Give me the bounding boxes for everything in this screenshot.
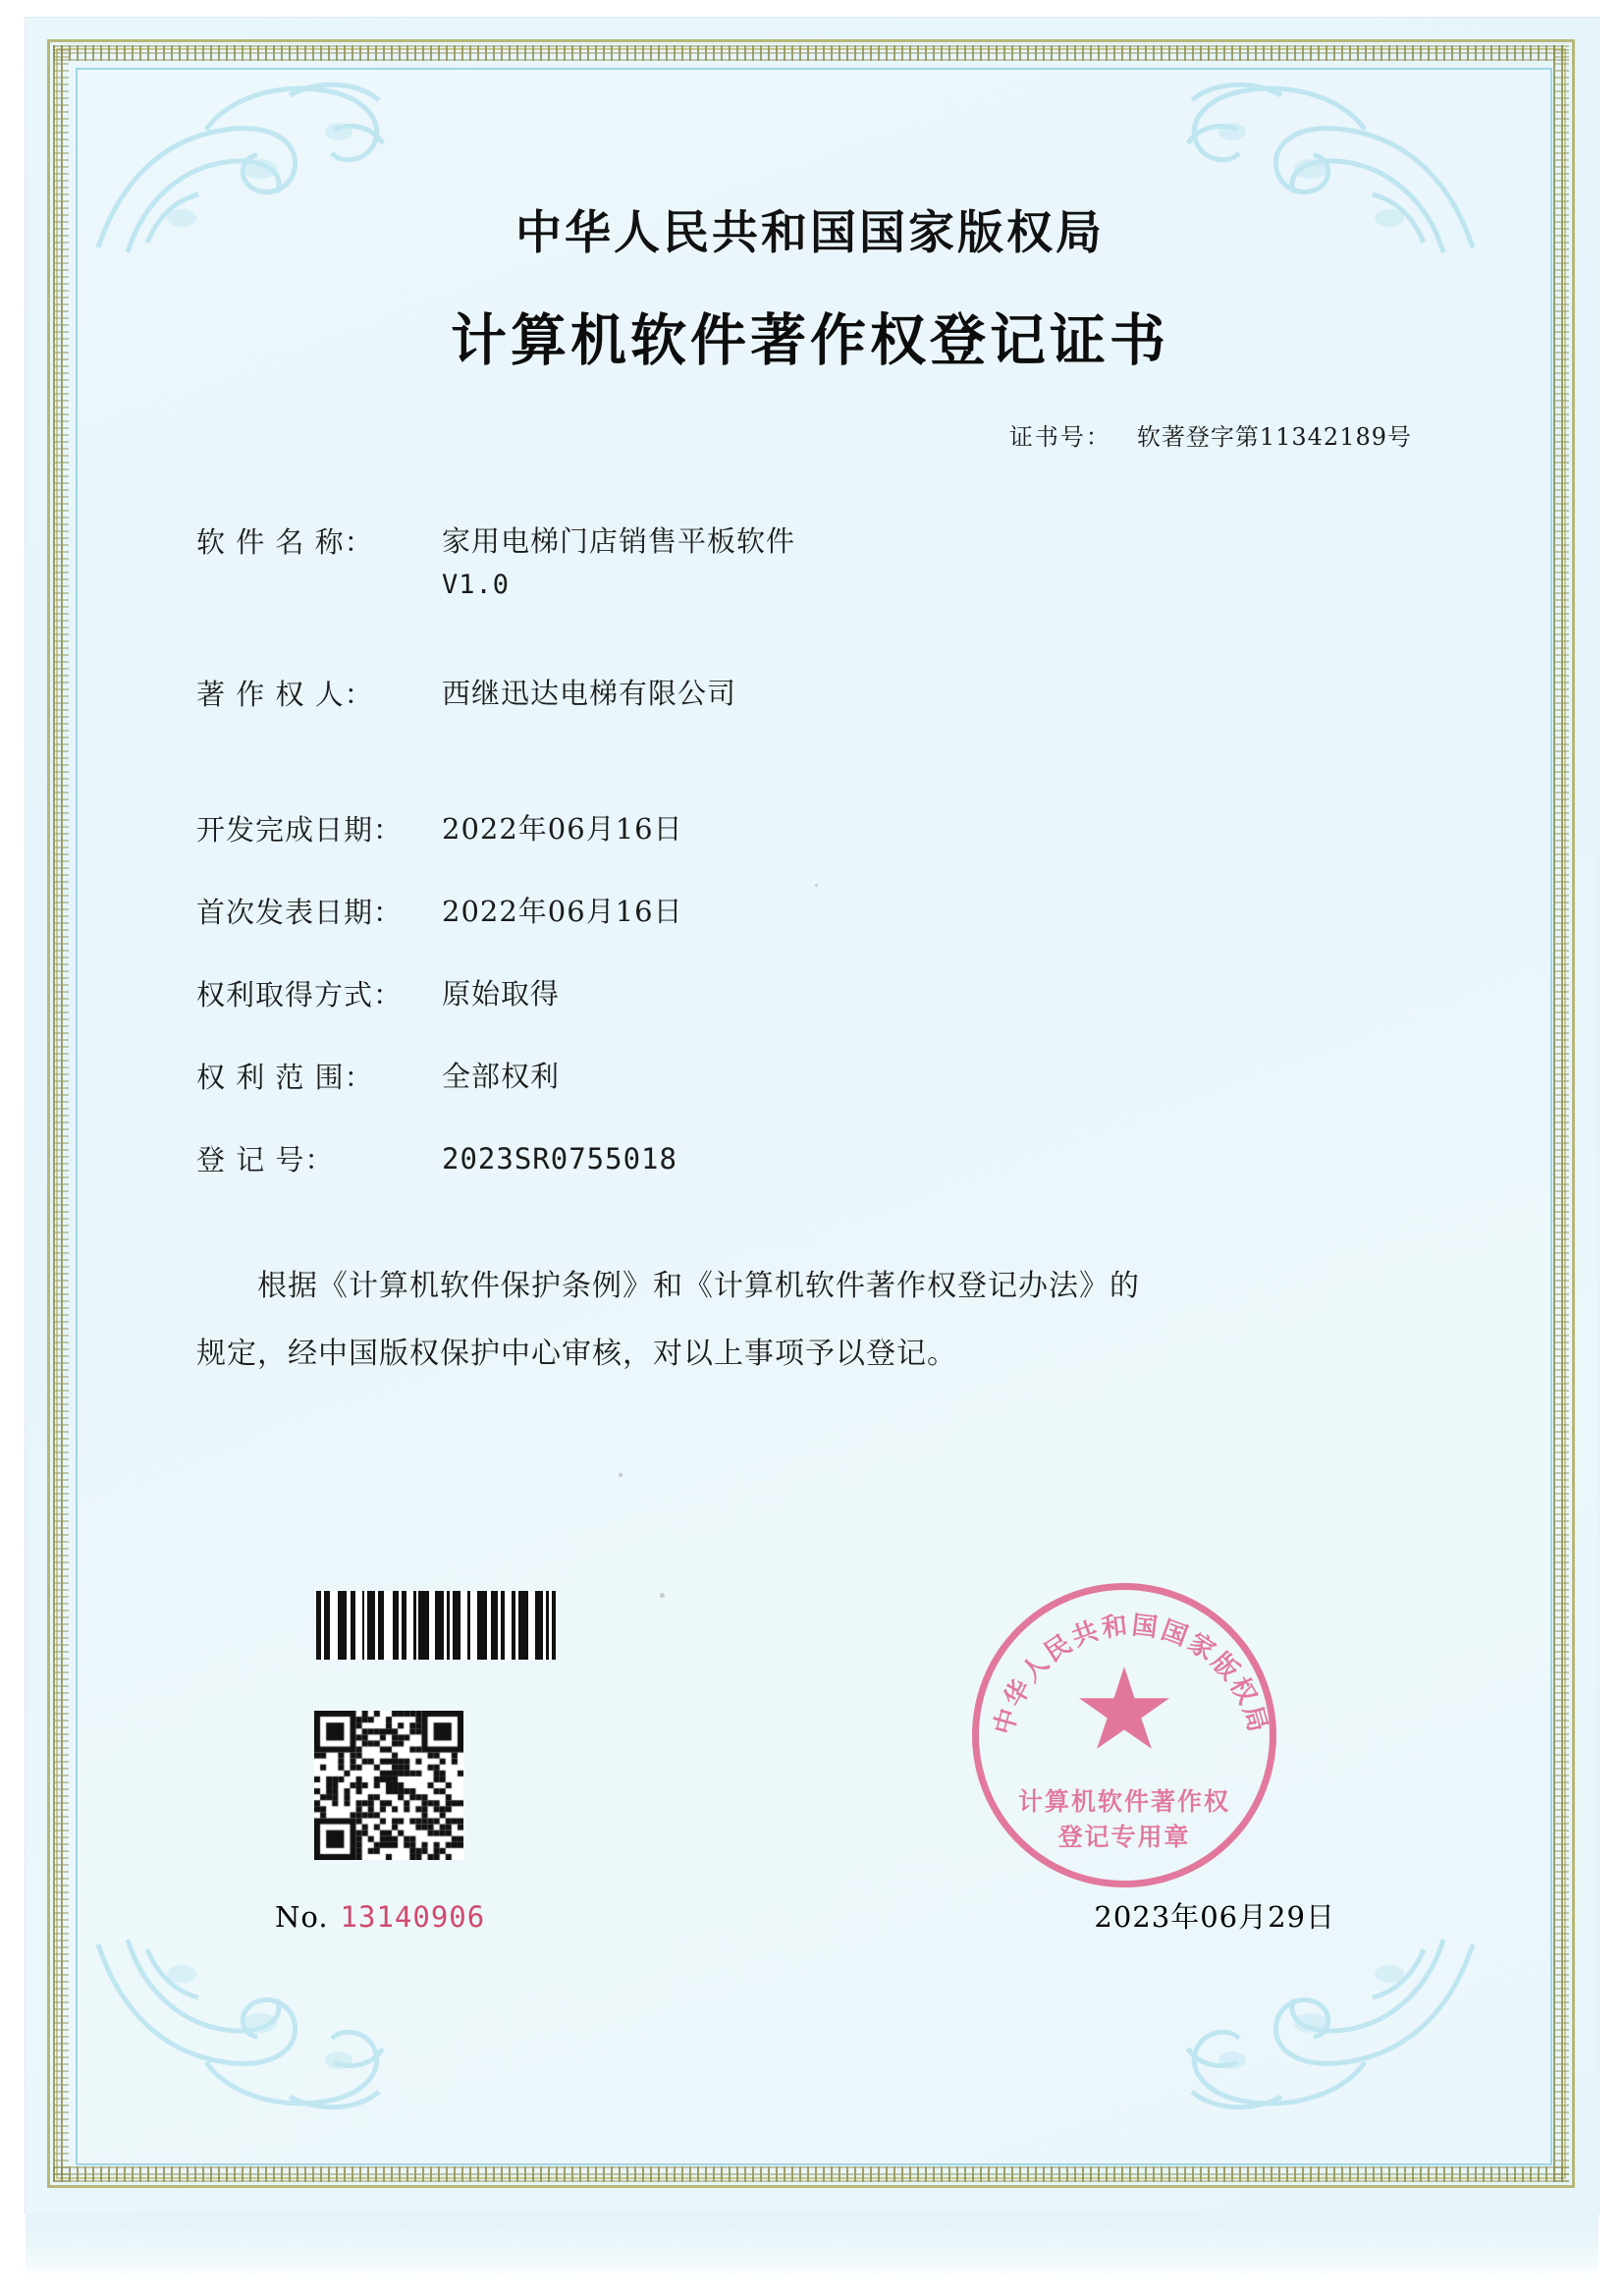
- seal-line-1: 计算机软件著作权: [1017, 1787, 1230, 1816]
- field-registration-number-value: 2023SR0755018: [442, 1142, 677, 1176]
- field-rights-scope: [118, 1056, 1502, 1097]
- page-bottom-strip: [26, 2214, 1598, 2282]
- issuer-title: 中华人民共和国国家版权局: [515, 206, 1105, 260]
- seal-line-2: 登记专用章: [1057, 1823, 1191, 1851]
- serial-number: [275, 1900, 485, 1934]
- scan-speckle: [619, 1473, 623, 1477]
- svg-text:中华人民共和国国家版权局: 中华人民共和国国家版权局: [989, 1611, 1273, 1738]
- legal-statement-second-line: [118, 1326, 1502, 1384]
- field-first-publish-date: [118, 891, 1502, 932]
- field-first-publish-date-value: 2022年06月16日: [442, 895, 683, 929]
- certificate-number-label: 证书号：: [1008, 423, 1111, 451]
- serial-number-label: No.: [275, 1900, 329, 1934]
- footer-row: [275, 1895, 1335, 1936]
- field-acquisition-method-label: 权利取得方式：: [196, 978, 404, 1012]
- scan-speckle: [660, 1593, 665, 1598]
- legal-statement-line2: 规定，经中国版权保护中心审核，对以上事项予以登记。: [196, 1336, 957, 1371]
- certificate-number-value: 软著登字第11342189号: [1136, 423, 1412, 451]
- legal-statement-line1: 根据《计算机软件保护条例》和《计算机软件著作权登记办法》的: [257, 1269, 1140, 1304]
- field-software-name: [118, 520, 1502, 604]
- fret-pattern-bottom: [53, 2166, 1569, 2182]
- software-name-text: 家用电梯门店销售平板软件: [442, 524, 796, 558]
- software-version-text: V1.0: [442, 570, 511, 601]
- certificate-content: [118, 196, 1502, 1383]
- certificate-title: 计算机软件著作权登记证书: [451, 307, 1169, 373]
- field-development-date: [118, 808, 1502, 849]
- serial-number-value: 13140906: [340, 1900, 486, 1934]
- field-development-date-label: 开发完成日期：: [196, 813, 404, 847]
- scan-speckle: [815, 884, 818, 887]
- qr-code: [314, 1711, 463, 1860]
- field-development-date-value: 2022年06月16日: [442, 812, 683, 847]
- legal-statement: [118, 1258, 1502, 1316]
- field-software-name-value: [442, 520, 1502, 604]
- field-acquisition-method-value: 原始取得: [442, 977, 561, 1011]
- fret-pattern-top: [53, 45, 1569, 61]
- field-copyright-owner-value: 西继迅达电梯有限公司: [442, 677, 737, 711]
- fret-pattern-left: [53, 45, 69, 2182]
- official-seal: [972, 1583, 1276, 1887]
- field-software-name-label: 软 件 名 称：: [196, 525, 374, 559]
- field-rights-scope-label: 权 利 范 围：: [196, 1061, 374, 1095]
- barcode: [316, 1591, 556, 1660]
- fret-pattern-right: [1553, 45, 1569, 2182]
- field-registration-number: [118, 1138, 1502, 1179]
- field-copyright-owner-label: 著 作 权 人：: [196, 678, 374, 712]
- field-rights-scope-value: 全部权利: [442, 1060, 561, 1094]
- field-copyright-owner: [118, 673, 1502, 714]
- field-acquisition-method: [118, 973, 1502, 1014]
- field-registration-number-label: 登 记 号：: [196, 1143, 335, 1177]
- certificate-number: [118, 417, 1502, 452]
- field-first-publish-date-label: 首次发表日期：: [196, 896, 404, 930]
- issue-date: 2023年06月29日: [1094, 1900, 1335, 1934]
